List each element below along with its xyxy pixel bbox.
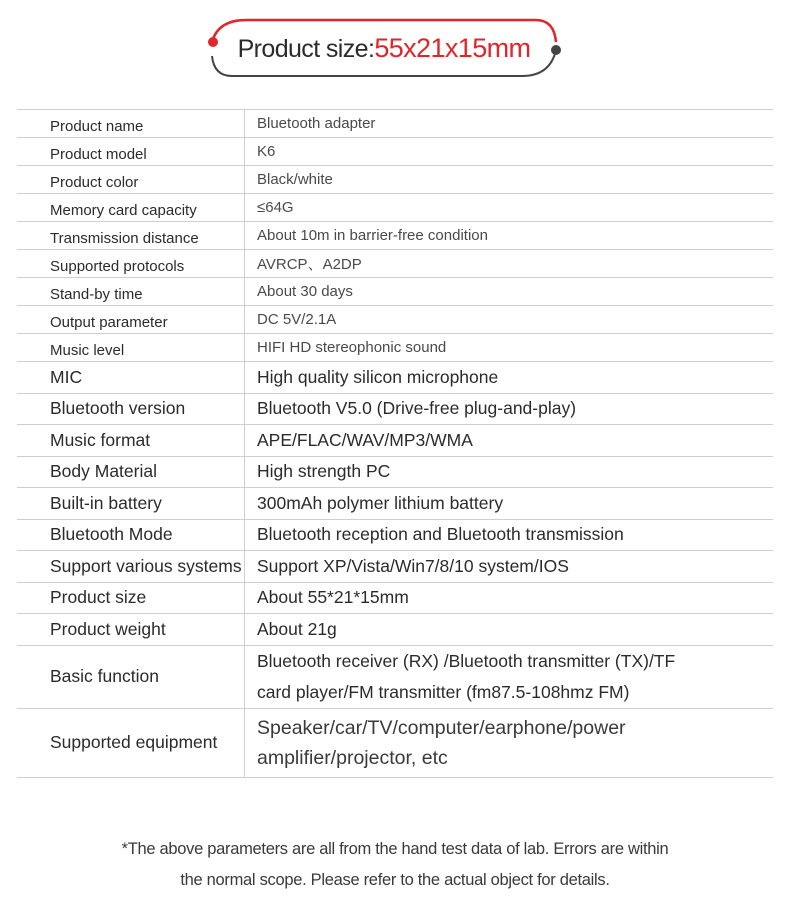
spec-key: Product name: [17, 110, 245, 137]
banner-title: [206, 33, 562, 64]
spec-value: APE/FLAC/WAV/MP3/WMA: [257, 429, 473, 450]
spec-value: Speaker/car/TV/computer/earphone/power amplifier/projector, etc: [257, 716, 626, 769]
spec-key: Stand-by time: [17, 278, 245, 305]
footnote: [0, 834, 790, 896]
footnote-line: the normal scope. Please refer to the actual object for details.: [180, 871, 610, 889]
spec-key: Supported protocols: [17, 250, 245, 277]
spec-value: High quality silicon microphone: [257, 366, 499, 387]
spec-value: High strength PC: [257, 461, 391, 482]
spec-key: Bluetooth version: [17, 394, 245, 425]
spec-key: Memory card capacity: [17, 194, 245, 221]
spec-row: [17, 394, 773, 426]
spec-value: Bluetooth adapter: [257, 115, 376, 132]
spec-value: DC 5V/2.1A: [257, 311, 337, 328]
spec-row: [17, 306, 773, 334]
spec-row: [17, 362, 773, 394]
spec-key: Music level: [17, 334, 245, 361]
spec-key: Support various systems: [17, 551, 245, 582]
spec-key: Output parameter: [17, 306, 245, 333]
spec-key: Transmission distance: [17, 222, 245, 249]
spec-row: [17, 646, 773, 709]
banner-value: 55x21x15mm: [374, 33, 531, 63]
footnote-line: *The above parameters are all from the hand test data of lab. Errors are within: [121, 840, 669, 858]
spec-value: 300mAh polymer lithium battery: [257, 492, 504, 513]
spec-row: [17, 709, 773, 778]
spec-key: Bluetooth Mode: [17, 520, 245, 551]
spec-row: [17, 110, 773, 138]
spec-key: Basic function: [17, 646, 245, 708]
spec-row: [17, 166, 773, 194]
spec-row: [17, 583, 773, 615]
spec-row: [17, 194, 773, 222]
spec-key: Product weight: [17, 614, 245, 645]
spec-row: [17, 222, 773, 250]
spec-row: [17, 425, 773, 457]
spec-key: MIC: [17, 362, 245, 393]
spec-value: About 30 days: [257, 283, 353, 300]
spec-row: [17, 520, 773, 552]
spec-value: About 55*21*15mm: [257, 587, 409, 608]
spec-value: ≤64G: [257, 199, 294, 216]
spec-row: [17, 457, 773, 489]
product-size-banner: [206, 16, 562, 82]
spec-row: [17, 250, 773, 278]
banner-label: Product size:: [237, 35, 375, 63]
spec-row: [17, 488, 773, 520]
spec-value: Support XP/Vista/Win7/8/10 system/IOS: [257, 555, 569, 576]
spec-value: Bluetooth reception and Bluetooth transmission: [257, 524, 624, 545]
spec-key: Body Material: [17, 457, 245, 488]
spec-key: Supported equipment: [17, 709, 245, 777]
spec-row: [17, 614, 773, 646]
spec-value: K6: [257, 143, 276, 160]
spec-row: [17, 334, 773, 362]
spec-value: About 21g: [257, 618, 337, 639]
spec-value: Bluetooth receiver (RX) /Bluetooth transmitter (TX)/TF card player/FM transmitter (fm87.5-108hmz FM): [257, 650, 676, 702]
spec-key: Built-in battery: [17, 488, 245, 519]
spec-key: Product size: [17, 583, 245, 614]
spec-value: AVRCP、A2DP: [257, 256, 362, 273]
spec-value: Black/white: [257, 171, 333, 188]
spec-value: About 10m in barrier-free condition: [257, 227, 488, 244]
spec-value: Bluetooth V5.0 (Drive-free plug-and-play): [257, 398, 577, 419]
spec-table: [17, 109, 773, 778]
spec-row: [17, 138, 773, 166]
spec-value: HIFI HD stereophonic sound: [257, 339, 447, 356]
spec-row: [17, 278, 773, 306]
spec-row: [17, 551, 773, 583]
spec-key: Product color: [17, 166, 245, 193]
spec-key: Product model: [17, 138, 245, 165]
spec-key: Music format: [17, 425, 245, 456]
